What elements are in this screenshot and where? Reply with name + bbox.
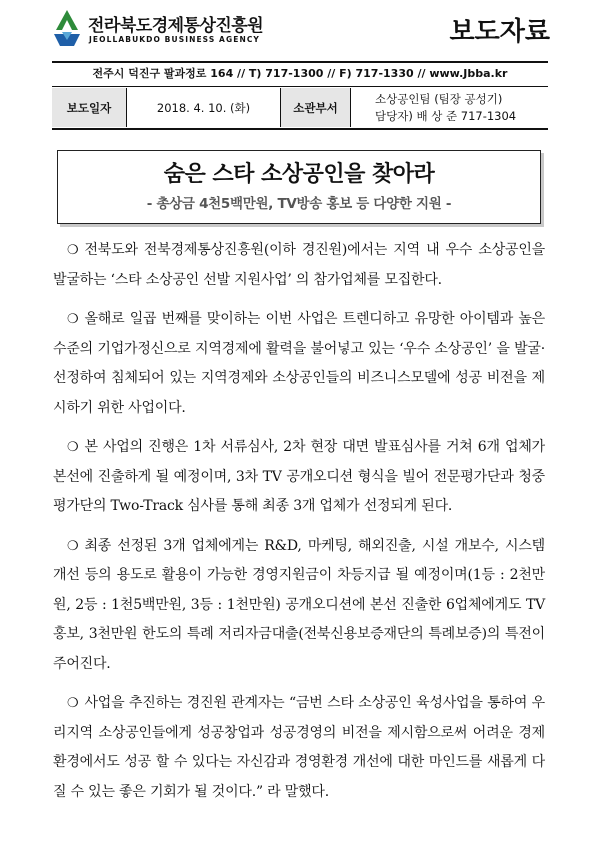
department-label: 소관부서 — [281, 88, 351, 127]
department-team: 소상공인팀 (팀장 공성기) — [375, 92, 503, 106]
bullet-circle-icon: ❍ — [67, 538, 79, 554]
department-value — [351, 88, 548, 127]
department-contact: 담당자) 배 상 준 717-1304 — [375, 109, 517, 123]
org-name-korean: 전라북도경제통상진흥원 — [88, 16, 264, 36]
agency-logo-icon — [52, 8, 82, 48]
paragraph-text: 전북도와 전북경제통상진흥원(이하 경진원)에서는 지역 내 우수 소상공인을 발굴하는 ‘스타 소상공인 선발 지원사업’ 의 참가업체를 모집한다. — [53, 242, 545, 288]
bullet-circle-icon: ❍ — [67, 312, 79, 327]
org-name-english: JEOLLABUKDO BUSINESS AGENCY — [89, 35, 260, 44]
paragraph-2 — [53, 305, 545, 423]
release-date-label: 보도일자 — [52, 88, 127, 127]
bullet-circle-icon: ❍ — [67, 440, 79, 455]
paragraph-4 — [53, 532, 545, 680]
paragraph-1 — [53, 236, 545, 295]
bullet-circle-icon: ❍ — [67, 696, 79, 711]
paragraph-5 — [53, 689, 545, 807]
paragraph-3 — [53, 433, 545, 522]
contact-info-bar: 전주시 덕진구 팔과정로 164 // T) 717-1300 // F) 717-1330 // www.Jbba.kr — [52, 61, 548, 87]
bullet-circle-icon: ❍ — [67, 243, 79, 258]
headline-title: 숨은 스타 소상공인을 찾아라 — [163, 162, 435, 187]
release-meta-table — [52, 88, 548, 130]
headline-box — [57, 150, 541, 224]
document-type-title: 보도자료 — [449, 17, 550, 47]
headline-subtitle: - 총상금 4천5백만원, TV방송 홍보 등 다양한 지원 - — [146, 196, 452, 212]
paragraph-text: 최종 선정된 3개 업체에게는 R&D, 마케팅, 해외진출, 시설 개보수, 시스템 개선 등의 용도로 활용이 가능한 경영지원금이 차등지급 될 예정이며(1등 : 2천만원, 2등 : 1천5백만원, 3등 : 1천만원) 공개오디션에 본선 진출한 6업체에게도 TV홍보, 3천만원 한도의 특례 저리자금대출(전북신용보증재단의 특례보증)의 특전이 주어진다. — [53, 537, 545, 672]
release-date-value: 2018. 4. 10. (화) — [127, 88, 281, 127]
paragraph-text: 본 사업의 진행은 1차 서류심사, 2차 현장 대면 발표심사를 거쳐 6개 업체가 본선에 진출하게 될 예정이며, 3차 TV 공개오디션 형식을 빌어 전문평가단과 청중평가단의 Two-Track 심사를 통해 최종 3개 업체가 선정되게 된다. — [53, 439, 545, 514]
letterhead — [52, 6, 552, 60]
paragraph-text: 사업을 추진하는 경진원 관계자는 “금번 스타 소상공인 육성사업을 통하여 우리지역 소상공인들에게 성공창업과 성공경영의 비전을 제시함으로써 어려운 경제 환경에서도 성공 할 수 있다는 자신감과 경영환경 개선에 대한 마인드를 새롭게 다질 수 있는 좋은 기회가 될 것이다.” 라 말했다. — [53, 695, 545, 800]
paragraph-text: 올해로 일곱 번째를 맞이하는 이번 사업은 트렌디하고 유망한 아이템과 높은 수준의 기업가정신으로 지역경제에 활력을 불어넣고 있는 ‘우수 소상공인’ 을 발굴·선정하여 침체되어 있는 지역경제와 소상공인들의 비즈니스모델에 성공 비전을 제시하기 위한 사업이다. — [53, 311, 545, 416]
article-body — [53, 236, 545, 817]
